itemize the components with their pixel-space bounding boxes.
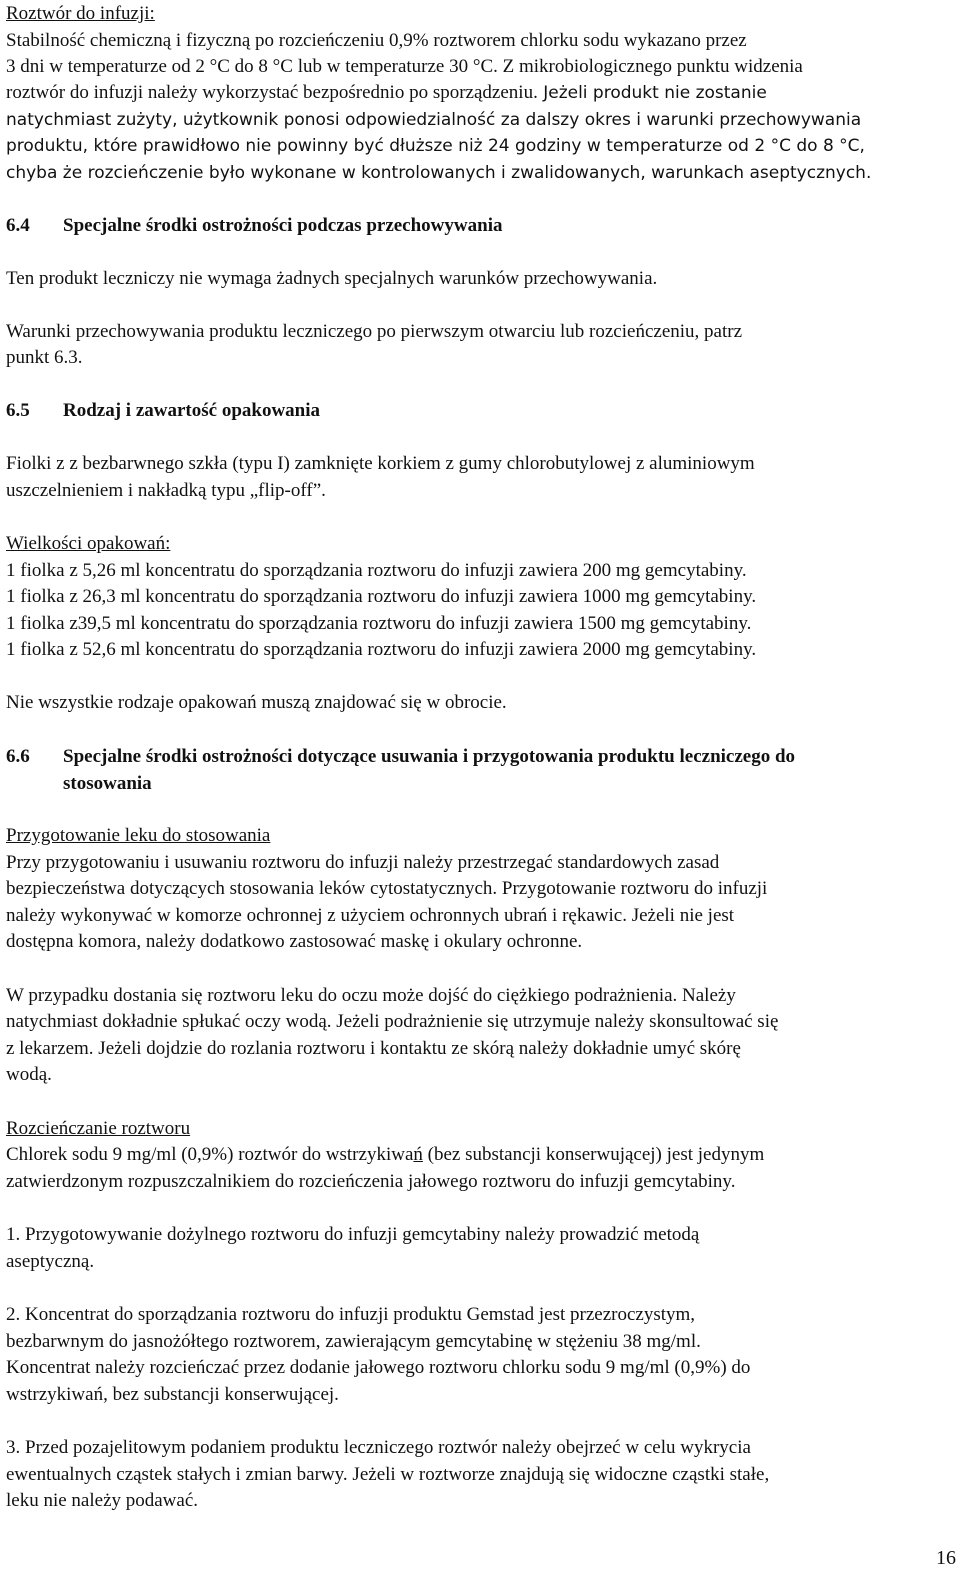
eye-contact-line: z lekarzem. Jeżeli dojdzie do rozlania roztworu i kontaktu ze skórą należy dokładnie umyć skórę: [6, 1038, 741, 1059]
packaging-paragraph: uszczelnieniem i nakładką typu „flip-off”.: [6, 480, 326, 501]
dilution-text: (bez substancji konserwującej) jest jedynym: [422, 1144, 765, 1165]
infusion-solution-line: natychmiast zużyty, użytkownik ponosi odpowiedzialność za dalszy okres i warunki przechowywania: [6, 110, 862, 130]
pack-sizes-heading: Wielkości opakowań:: [6, 533, 171, 554]
page-number: 16: [936, 1547, 956, 1569]
pack-size-item: 1 fiolka z39,5 ml koncentratu do sporządzania roztworu do infuzji zawiera 1500 mg gemcytabiny.: [6, 613, 752, 634]
pack-availability-note: Nie wszystkie rodzaje opakowań muszą znajdować się w obrocie.: [6, 692, 507, 713]
section-6-4-heading: [6, 213, 952, 240]
infusion-solution-line: produktu, które prawidłowo nie powinny być dłuższe niż 24 godziny w temperaturze od 2 °C do 8 °C,: [6, 136, 865, 156]
dilution-line: [6, 1142, 952, 1169]
packaging-paragraph: Fiolki z z bezbarwnego szkła (typu I) zamknięte korkiem z gumy chlorobutylowej z aluminiowym: [6, 453, 755, 474]
preparation-line: dostępna komora, należy dodatkowo zastosować maskę i okulary ochronne.: [6, 931, 583, 952]
dilution-text-underlined: ń: [413, 1144, 423, 1165]
section-number: 6.5: [6, 400, 30, 421]
step-1-line: 1. Przygotowywanie dożylnego roztworu do infuzji gemcytabiny należy prowadzić metodą: [6, 1224, 700, 1245]
step-3-line: leku nie należy podawać.: [6, 1490, 199, 1511]
storage-paragraph: Warunki przechowywania produktu leczniczego po pierwszym otwarciu lub rozcieńczeniu, patrz: [6, 321, 742, 342]
preparation-line: Przy przygotowaniu i usuwaniu roztworu do infuzji należy przestrzegać standardowych zasad: [6, 852, 720, 873]
step-2-line: bezbarwnym do jasnożółtego roztworem, zawierającym gemcytabinę w stężeniu 38 mg/ml.: [6, 1331, 701, 1352]
section-title-line: stosowania: [63, 772, 152, 794]
infusion-solution-line: chyba że rozcieńczenie było wykonane w kontrolowanych i zwalidowanych, warunkach aseptycznych.: [6, 163, 872, 183]
dilution-heading: Rozcieńczanie roztworu: [6, 1118, 191, 1139]
dilution-text: Chlorek sodu 9 mg/ml (0,9%) roztwór do wstrzykiwa: [6, 1144, 414, 1165]
infusion-solution-line: Stabilność chemiczną i fizyczną po rozcieńczeniu 0,9% roztworem chlorku sodu wykazano przez: [6, 30, 747, 51]
section-number: 6.4: [6, 215, 30, 236]
step-1-line: aseptyczną.: [6, 1251, 95, 1272]
eye-contact-line: wodą.: [6, 1064, 52, 1085]
pack-size-item: 1 fiolka z 52,6 ml koncentratu do sporządzania roztworu do infuzji zawiera 2000 mg gemcytabiny.: [6, 639, 757, 660]
dilution-line: zatwierdzonym rozpuszczalnikiem do rozcieńczenia jałowego roztworu do infuzji gemcytabiny.: [6, 1171, 736, 1192]
section-title: Specjalne środki ostrożności podczas przechowywania: [63, 215, 503, 236]
eye-contact-line: natychmiast dokładnie spłukać oczy wodą. Jeżeli podrażnienie się utrzymuje należy skonsultować się: [6, 1011, 779, 1032]
step-3-line: 3. Przed pozajelitowym podaniem produktu leczniczego roztwór należy obejrzeć w celu wykrycia: [6, 1437, 751, 1458]
section-title: [63, 744, 952, 797]
step-2-line: 2. Koncentrat do sporządzania roztworu do infuzji produktu Gemstad jest przezroczystym,: [6, 1304, 696, 1325]
step-3-line: ewentualnych cząstek stałych i zmian barwy. Jeżeli w roztworze znajdują się widoczne cząstki stałe,: [6, 1464, 770, 1485]
eye-contact-line: W przypadku dostania się roztworu leku do oczu może dojść do ciężkiego podrażnienia. Należy: [6, 985, 736, 1006]
storage-paragraph: punkt 6.3.: [6, 347, 83, 368]
section-6-5-heading: [6, 398, 952, 425]
pack-size-item: 1 fiolka z 26,3 ml koncentratu do sporządzania roztworu do infuzji zawiera 1000 mg gemcytabiny.: [6, 586, 757, 607]
step-2-line: Koncentrat należy rozcieńczać przez dodanie jałowego roztworu chlorku sodu 9 mg/ml (0,9%) do: [6, 1357, 751, 1378]
section-title-line: Specjalne środki ostrożności dotyczące usuwania i przygotowania produktu leczniczego do: [63, 746, 796, 767]
step-2-line: wstrzykiwań, bez substancji konserwującej.: [6, 1384, 339, 1405]
infusion-solution-text: roztwór do infuzji należy wykorzystać bezpośrednio po sporządzeniu.: [6, 82, 538, 103]
preparation-line: należy wykonywać w komorze ochronnej z użyciem ochronnych ubrań i rękawic. Jeżeli nie jest: [6, 905, 735, 926]
storage-paragraph: Ten produkt leczniczy nie wymaga żadnych specjalnych warunków przechowywania.: [6, 268, 658, 289]
section-number: 6.6: [6, 746, 30, 767]
infusion-solution-text: Jeżeli produkt nie zostanie: [537, 83, 767, 103]
pack-size-item: 1 fiolka z 5,26 ml koncentratu do sporządzania roztworu do infuzji zawiera 200 mg gemcytabiny.: [6, 560, 747, 581]
infusion-solution-heading: Roztwór do infuzji:: [6, 3, 155, 24]
preparation-line: bezpieczeństwa dotyczących stosowania leków cytostatycznych. Przygotowanie roztworu do infuzji: [6, 878, 768, 899]
infusion-solution-line: 3 dni w temperaturze od 2 °C do 8 °C lub w temperaturze 30 °C. Z mikrobiologicznego punktu widzenia: [6, 56, 803, 77]
infusion-solution-line: [6, 80, 952, 107]
preparation-heading: Przygotowanie leku do stosowania: [6, 825, 271, 846]
section-6-6-heading: [6, 744, 952, 797]
section-title: Rodzaj i zawartość opakowania: [63, 400, 321, 421]
